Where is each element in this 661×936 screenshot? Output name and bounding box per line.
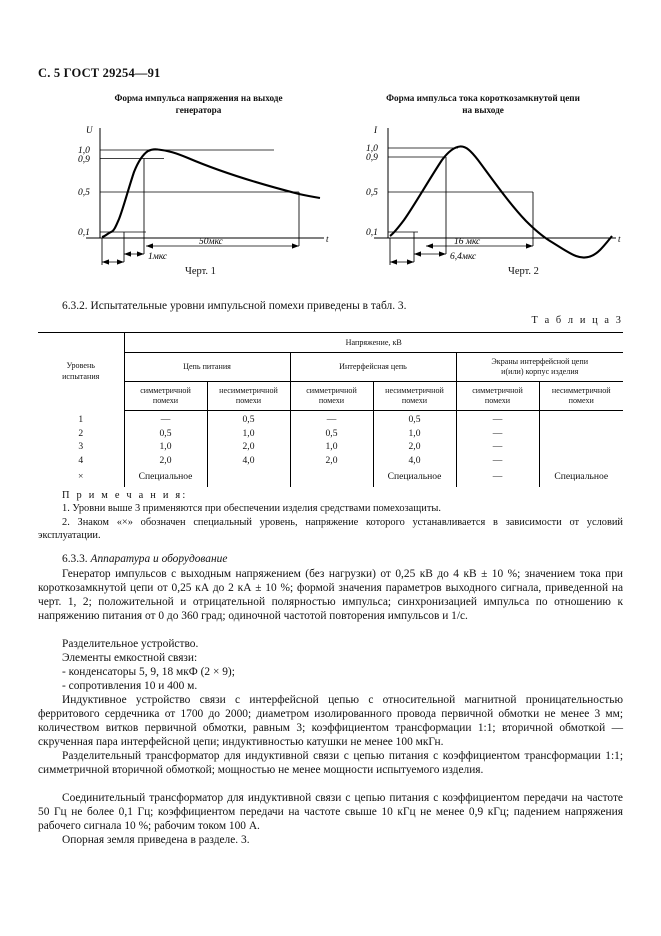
cell-c2 — [207, 467, 290, 487]
subheader-1-l2: помехи — [152, 396, 179, 405]
table-row — [38, 440, 623, 454]
cell-c4: Специальное — [373, 467, 456, 487]
table-group-header-shields — [456, 353, 623, 382]
figure-2-ytick-1: 1,0 — [366, 144, 378, 154]
cell-c1: 1,0 — [124, 440, 207, 454]
table-subheader-1 — [124, 382, 207, 411]
subheader-3-l2: помехи — [318, 396, 345, 405]
subheader-5-l1: симметричной — [472, 386, 523, 395]
corner-header-line1: Уровень — [66, 361, 95, 371]
figure-1-title — [84, 92, 314, 116]
cell-c1: 0,5 — [124, 427, 207, 441]
voltage-pulse-chart — [56, 120, 336, 265]
section-paragraph-ground: Опорная земля приведена в разделе. 3. — [62, 834, 250, 846]
notes-item-2: 2. Знаком «×» обозначен специальный уровень, напряжение которого устанавливается в зависимости от условий эксплуатации. — [38, 516, 623, 542]
figure-2 — [338, 92, 628, 265]
figure-2-title-line1: Форма импульса тока короткозамкнутой цепи — [386, 93, 580, 103]
figure-1-ytick-3: 0,5 — [78, 188, 90, 198]
cell-c5: — — [456, 440, 539, 454]
figure-1 — [56, 92, 341, 265]
section-paragraph-coupling-transformer: Соединительный трансформатор для индуктивной связи с цепью питания с коэффициентом передачи на частоте 50 Гц не более 0,1 Гц; коэффициентом передачи на частоте свыше 10 кГц не менее 0,9 кГц; падением напряжения рабочего сигнала 10 %; рабочим током 100 А. — [38, 792, 623, 833]
figure-2-ytick-3: 0,5 — [366, 188, 378, 198]
cell-c6 — [539, 454, 623, 468]
cell-c3: 0,5 — [290, 427, 373, 441]
page-header: С. 5 ГОСТ 29254—91 — [38, 66, 161, 80]
subheader-1-l1: симметричной — [140, 386, 191, 395]
table-subheader-3 — [290, 382, 373, 411]
table-subheader-6 — [539, 382, 623, 411]
cell-level: 1 — [78, 413, 84, 425]
cell-c4: 0,5 — [373, 411, 456, 427]
cell-level: 3 — [78, 441, 84, 452]
table-corner-header — [38, 333, 124, 411]
section-number: 6.3.3. — [62, 553, 88, 565]
figure-1-dim-1: 1мкс — [148, 252, 168, 262]
notes-block — [38, 489, 623, 543]
test-levels-table — [38, 332, 623, 487]
cell-c4: 1,0 — [373, 427, 456, 441]
cell-c6 — [539, 427, 623, 441]
cell-c5: — — [456, 454, 539, 468]
table-subheader-2 — [207, 382, 290, 411]
current-pulse-chart — [338, 120, 628, 265]
cell-c4: 4,0 — [373, 454, 456, 468]
subheader-2-l1: несимметричной — [219, 386, 278, 395]
figure-2-caption: Черт. 2 — [508, 266, 539, 277]
cell-c1: Специальное — [124, 467, 207, 487]
table-label: Т а б л и ц а 3 — [531, 315, 623, 326]
table-row — [38, 467, 623, 487]
cell-c2: 2,0 — [207, 440, 290, 454]
cell-c1: 2,0 — [124, 454, 207, 468]
notes-title-text: П р и м е ч а н и я: — [62, 490, 188, 501]
cell-c2: 1,0 — [207, 427, 290, 441]
cell-c5: — — [456, 427, 539, 441]
figure-2-title-line2: на выходе — [462, 105, 504, 115]
cell-c2: 4,0 — [207, 454, 290, 468]
group-header-shields-line2: и(или) корпус изделия — [501, 367, 579, 376]
cell-c5: — — [456, 467, 539, 487]
subheader-2-l2: помехи — [235, 396, 262, 405]
section-paragraph-inductive: Индуктивное устройство связи с интерфейсной цепью с относительной магнитной проницательностью ферритового сердечника от 1700 до 2000; диаметром изолированного провода первичной обмотки не менее 3 мм; количеством витков первичной обмотки, равным 3; коэффициентом трансформации 1:1; вторичной обмоткой — скрученная пара интерфейсной цепи; индуктивностью катушки не менее 100 мкГн. — [38, 694, 623, 749]
table-span-header: Напряжение, кВ — [124, 333, 623, 353]
table-header-row-span — [38, 333, 623, 353]
cell-c6 — [539, 411, 623, 427]
table-subheader-5 — [456, 382, 539, 411]
notes-item-1: 1. Уровни выше 3 применяются при обеспечении изделия средствами помехозащиты. — [62, 503, 441, 515]
section-list-item-resistors: - сопротивления 10 и 400 м. — [62, 680, 198, 692]
figure-2-y-axis-label: I — [374, 125, 377, 135]
table-row — [38, 411, 623, 427]
section-heading — [38, 552, 623, 566]
subheader-6-l1: несимметричной — [551, 386, 611, 395]
section-title: Аппаратура и оборудование — [90, 553, 228, 565]
notes-title — [38, 489, 623, 502]
table-header-row-sub — [38, 382, 623, 411]
cell-c3: 2,0 — [290, 454, 373, 468]
cell-level: 4 — [78, 454, 84, 466]
figure-2-ytick-4: 0,1 — [366, 228, 378, 238]
figure-2-dim-16: 16 мкс — [454, 237, 481, 247]
cell-c3: 1,0 — [290, 440, 373, 454]
figure-1-canvas — [56, 120, 341, 265]
subheader-4-l1: несимметричной — [385, 386, 444, 395]
figure-2-title — [353, 92, 613, 116]
table-header-row-groups — [38, 353, 623, 382]
figure-2-canvas — [338, 120, 628, 265]
figure-1-dim-50: 50мкс — [199, 237, 223, 247]
cell-c5: — — [456, 411, 539, 427]
figure-1-y-axis-label: U — [86, 125, 93, 135]
cell-level: × — [78, 471, 84, 482]
cell-c4: 2,0 — [373, 440, 456, 454]
section-paragraph-3: Элементы емкостной связи: — [62, 652, 198, 664]
intro-paragraph: 6.3.2. Испытательные уровни импульсной помехи приведены в табл. 3. — [62, 300, 407, 312]
figure-1-ytick-2: 0,9 — [78, 155, 90, 165]
cell-c2: 0,5 — [207, 411, 290, 427]
figure-2-ytick-2: 0,9 — [366, 153, 378, 163]
figure-2-dim-64: 6,4мкс — [450, 252, 477, 262]
table-subheader-4 — [373, 382, 456, 411]
subheader-6-l2: помехи — [568, 396, 594, 405]
figure-1-ytick-4: 0,1 — [78, 228, 90, 238]
figure-1-title-line2: генератора — [175, 105, 222, 115]
section-paragraph-1: Генератор импульсов с выходным напряжением (без нагрузки) от 0,25 кВ до 4 кВ ± 10 %; значением тока при короткозамкнутой цепи от 0,25 кА до 2 кА ± 10 %; формой значения параметров выходного сигнала, приведенной на черт. 1, 2; положительной и отрицательной полярностью импульса; синхронизацией импульса по отношению к напряжению питания от 0 до 360 град; одиночной частотой повторения импульсов и 1/с. — [38, 568, 623, 623]
cell-c6: Специальное — [539, 467, 623, 487]
section-paragraph-2: Разделительное устройство. — [62, 638, 199, 650]
cell-c3: — — [290, 411, 373, 427]
subheader-4-l2: помехи — [401, 396, 428, 405]
cell-c6 — [539, 440, 623, 454]
cell-c1: — — [124, 411, 207, 427]
figure-2-x-axis-label: t — [618, 234, 621, 244]
figure-1-caption: Черт. 1 — [185, 266, 216, 277]
cell-c3 — [290, 467, 373, 487]
subheader-5-l2: помехи — [484, 396, 511, 405]
figure-1-title-line1: Форма импульса напряжения на выходе — [114, 93, 283, 103]
table-group-header-interface: Интерфейсная цепь — [290, 353, 456, 382]
table-group-header-power: Цепь питания — [124, 353, 290, 382]
figure-1-x-axis-label: t — [326, 234, 329, 244]
group-header-shields-line1: Экраны интерфейсной цепи — [491, 357, 589, 366]
table-row — [38, 454, 623, 468]
table-row — [38, 427, 623, 441]
figure-1-ytick-1: 1,0 — [78, 146, 90, 156]
cell-level: 2 — [78, 427, 84, 439]
corner-header-line2: испытания — [62, 371, 100, 381]
section-paragraph-isolation-transformer: Разделительный трансформатор для индуктивной связи с цепью питания с коэффициентом трансформации 1:1; симметричной вторичной обмоткой; мощностью не менее мощности испытуемого изделия. — [38, 750, 623, 777]
figures-row — [38, 92, 628, 282]
section-list-item-capacitors: - конденсаторы 5, 9, 18 мкФ (2 × 9); — [62, 666, 235, 678]
subheader-3-l1: симметричной — [306, 386, 357, 395]
